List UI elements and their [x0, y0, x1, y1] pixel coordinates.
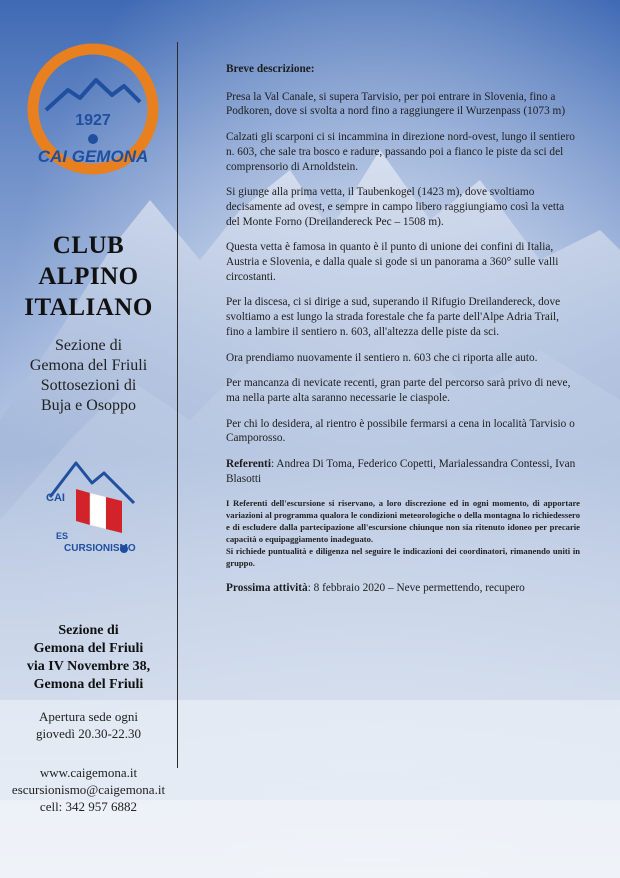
- opening-hours: [0, 708, 177, 742]
- cai-gemona-logo: [24, 40, 162, 178]
- description-paragraph: Questa vetta è famosa in quanto è il punto di unione dei confini di Italia, Austria e Slovenia, e dalla quale si gode si un panorama a 360° sulle valli circostanti.: [226, 241, 559, 283]
- logo-year: 1927: [75, 112, 111, 129]
- referents-names: : Andrea Di Toma, Federico Copetti, Marialessandra Contessi, Ivan Blasotti: [226, 458, 576, 485]
- description-paragraph: Ora prendiamo nuovamente il sentiero n. 603 che ci riporta alle auto.: [226, 351, 538, 364]
- disclaimer-text: I Referenti dell'escursione si riservano, a loro discrezione ed in ogni momento, di apportare variazioni al programma qualora le condizioni meteorologiche o della montagna lo richiedessero e di escludere dalla partecipazione all'escursione chiunque non sia ritenuto idoneo per precarie capacità o equipaggiamento inadeguato.: [226, 498, 580, 545]
- website-link[interactable]: www.caigemona.it: [39, 765, 138, 780]
- description-paragraph: Per chi lo desidera, al rientro è possibile fermarsi a cena in località Tarvisio o Camporosso.: [226, 417, 575, 445]
- phone-number: cell: 342 957 6882: [39, 799, 138, 814]
- contacts: [0, 764, 177, 815]
- address-line: Sezione di: [58, 623, 119, 638]
- section-line: Buja e Osoppo: [40, 397, 137, 414]
- next-activity-label: Prossima attività: [226, 582, 308, 595]
- club-title: [0, 230, 177, 323]
- description-heading: Breve descrizione:: [226, 63, 315, 75]
- logo-name: CAI GEMONA: [37, 147, 149, 166]
- esc-logo-cai: CAI: [46, 492, 65, 504]
- description-paragraph: Presa la Val Canale, si supera Tarvisio, per poi entrare in Slovenia, fino a Podkoren, dove si svolta a nord fino a raggiungere il Wurzenpass (1073 m): [226, 90, 566, 118]
- disclaimer: [226, 497, 580, 569]
- email-link[interactable]: escursionismo@caigemona.it: [11, 782, 166, 797]
- left-sidebar: [0, 0, 177, 878]
- hours-line: Apertura sede ogni: [39, 709, 138, 724]
- description-paragraph: Per mancanza di nevicate recenti, gran parte del percorso sarà privo di neve, ma nella parte alta saranno necessarie le ciaspole.: [226, 377, 571, 404]
- description-paragraph: Per la discesa, ci si dirige a sud, superando il Rifugio Dreilandereck, dove svoltiamo a est lungo la strada forestale che fa parte dell'Alpe Adria Trail, fino a lambire il sentiero n. 603, all'altezza delle piste da sci.: [226, 296, 561, 338]
- next-activity-text: : 8 febbraio 2020 – Neve permettendo, recupero: [307, 582, 525, 595]
- club-title-line: CLUB: [52, 232, 125, 259]
- section-info: [0, 336, 177, 416]
- club-title-line: ITALIANO: [24, 294, 153, 321]
- esc-logo-letters: ES: [56, 531, 69, 541]
- section-line: Gemona del Friuli: [29, 357, 148, 374]
- referents-label: Referenti: [226, 458, 271, 471]
- description-paragraph: Si giunge alla prima vetta, il Taubenkogel (1423 m), dove svoltiamo decisamente ad ovest, e sempre in campo libero raggiungiamo così la vetta del Monte Forno (Dreilandereck Pec – 1508 m).: [226, 186, 565, 228]
- section-line: Sottosezioni di: [40, 377, 137, 394]
- description-paragraph: Calzati gli scarponi ci si incammina in direzione nord-ovest, lungo il sentiero n. 603, che sale tra bosco e radure, passando poi a fianco le piste da sci del comprensorio di Arnoldstein.: [226, 131, 575, 173]
- hours-line: giovedì 20.30-22.30: [35, 726, 142, 741]
- next-activity: [226, 581, 580, 596]
- address-line: via IV Novembre 38,: [26, 659, 151, 674]
- referents: [226, 457, 580, 486]
- section-line: Sezione di: [54, 337, 123, 354]
- description-column: [226, 62, 580, 607]
- disclaimer-text-2: Si richiede puntualità e diligenza nel seguire le indicazioni dei coordinatori, rimanendo uniti in gruppo.: [226, 546, 580, 569]
- esc-logo-word: CURSIONISMO: [64, 543, 136, 554]
- vertical-divider: [177, 42, 178, 768]
- escursionismo-logo: [42, 455, 142, 565]
- club-title-line: ALPINO: [38, 263, 139, 290]
- address-line: Gemona del Friuli: [33, 677, 144, 692]
- address-line: Gemona del Friuli: [33, 641, 144, 656]
- section-address: [0, 622, 177, 694]
